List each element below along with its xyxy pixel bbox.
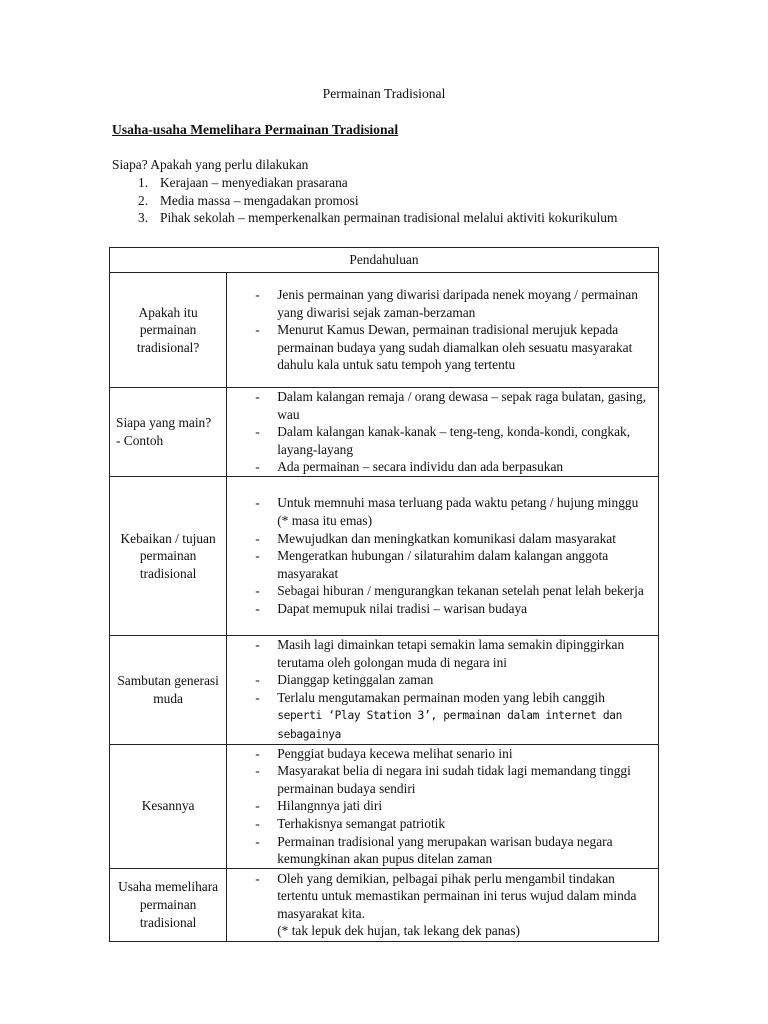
bullet-text: Masih lagi dimainkan tetapi semakin lama semakin dipinggirkan terutama oleh golongan muda di negara ini [277, 637, 625, 670]
table-row [110, 477, 659, 636]
row-content [227, 477, 659, 636]
dash-marker: - [255, 389, 260, 405]
bullet-list [227, 636, 658, 744]
dash-marker: - [255, 815, 260, 831]
table-row [110, 868, 659, 941]
list-number: 3. [138, 210, 149, 225]
bullet-item [227, 494, 658, 512]
bullet-text: Ada permainan – secara individu dan ada berpasukan [277, 459, 564, 475]
bullet-item [227, 600, 658, 618]
row-content [227, 273, 659, 388]
row-label: Apakah itu permainan tradisional? [110, 273, 227, 388]
row-content [227, 744, 659, 868]
question-line: Siapa? Apakah yang perlu dilakukan [112, 157, 309, 172]
list-item [138, 209, 617, 227]
bullet-list [227, 745, 658, 868]
dash-marker: - [255, 689, 260, 705]
bullet-text: Dalam kalangan remaja / orang dewasa – sepak raga bulatan, gasing, wau [277, 389, 647, 422]
bullet-list [227, 870, 658, 940]
row-label [110, 388, 227, 477]
bullet-item [227, 689, 658, 744]
bullet-item [227, 870, 658, 923]
bullet-text: Penggiat budaya kecewa melihat senario ini [277, 745, 513, 761]
bullet-list [227, 494, 658, 617]
list-item [138, 174, 617, 192]
row-content [227, 868, 659, 941]
row-content [227, 388, 659, 477]
bullet-text: Mewujudkan dan meningkatkan komunikasi dalam masyarakat [277, 530, 616, 546]
list-text: Kerajaan – menyediakan prasarana [160, 175, 348, 190]
dash-marker: - [255, 459, 260, 475]
row-content [227, 636, 659, 745]
bullet-item [227, 530, 658, 548]
row-label-line: Siapa yang main? [116, 415, 212, 431]
row-label: Kebaikan / tujuan permainan tradisional [110, 477, 227, 636]
bullet-text: Terhakisnya semangat patriotik [277, 815, 446, 831]
bullet-text: Permainan tradisional yang merupakan warisan budaya negara kemungkinan akan pupus ditelan zaman [277, 833, 613, 867]
table-row [110, 636, 659, 745]
dash-marker: - [255, 745, 260, 761]
bullet-item [227, 762, 658, 797]
bullet-item [227, 388, 658, 423]
row-label: Kesannya [110, 744, 227, 868]
list-item [138, 192, 617, 210]
page-title: Permainan Tradisional [322, 86, 446, 101]
bullet-item [227, 423, 658, 458]
row-label: Usaha memelihara permainan tradisional [110, 868, 227, 941]
dash-marker: - [255, 530, 260, 546]
bullet-list [227, 286, 658, 374]
dash-marker: - [255, 583, 260, 599]
dash-marker: - [255, 763, 260, 779]
bullet-note: (* masa itu emas) [277, 513, 373, 529]
bullet-item [227, 458, 658, 476]
bullet-item [227, 671, 658, 689]
numbered-list [138, 174, 617, 227]
row-label-line: - Contoh [116, 433, 164, 448]
bullet-item [227, 745, 658, 763]
list-text: Pihak sekolah – memperkenalkan permainan tradisional melalui aktiviti kokurikulum [160, 210, 618, 225]
bullet-text: Menurut Kamus Dewan, permainan tradisional merujuk kepada permainan budaya yang sudah diamalkan oleh sesuatu masyarakat dahulu kala untuk satu tempoh yang tertentu [277, 322, 633, 373]
table-row [110, 388, 659, 477]
bullet-text: Dalam kalangan kanak-kanak – teng-teng, konda-kondi, congkak, layang-layang [277, 424, 631, 457]
bullet-item [227, 797, 658, 815]
bullet-item [227, 286, 658, 321]
dash-marker: - [255, 548, 260, 564]
dash-marker: - [255, 833, 260, 849]
dash-marker: - [255, 287, 260, 303]
bullet-item [227, 815, 658, 833]
dash-marker: - [255, 495, 260, 511]
dash-marker: - [255, 322, 260, 338]
bullet-text: Sebagai hiburan / mengurangkan tekanan setelah penat lelah bekerja [277, 583, 644, 599]
section-heading: Usaha-usaha Memelihara Permainan Tradisional [112, 122, 399, 137]
dash-marker: - [255, 637, 260, 652]
bullet-text: Dianggap ketinggalan zaman [277, 672, 434, 688]
table-header: Pendahuluan [110, 248, 659, 273]
bullet-item [227, 547, 658, 582]
list-number: 1. [138, 175, 149, 190]
bullet-text: Mengeratkan hubungan / silaturahim dalam kalangan anggota masyarakat [277, 548, 609, 581]
bullet-text: Oleh yang demikian, pelbagai pihak perlu mengambil tindakan tertentu untuk memastikan permainan ini terus wujud dalam minda masyarakat kita. [277, 870, 637, 921]
bullet-item [227, 636, 658, 671]
bullet-item [227, 582, 658, 600]
list-text: Media massa – mengadakan promosi [160, 192, 359, 208]
bullet-text-tail: seperti ‘Play Station 3’, permainan dalam internet dan sebagainya [277, 709, 623, 741]
pendahuluan-table [109, 247, 659, 942]
table-header-row [110, 248, 659, 273]
bullet-text: Untuk memnuhi masa terluang pada waktu petang / hujung minggu [277, 495, 639, 511]
bullet-item [227, 321, 658, 374]
bullet-item [227, 833, 658, 868]
bullet-note: (* tak lepuk dek hujan, tak lekang dek panas) [277, 923, 521, 939]
bullet-text: Jenis permainan yang diwarisi daripada nenek moyang / permainan yang diwarisi sejak zaman-berzaman [277, 287, 638, 320]
table-row [110, 744, 659, 868]
dash-marker: - [255, 424, 260, 440]
bullet-text: Dapat memupuk nilai tradisi – warisan budaya [277, 600, 528, 616]
dash-marker: - [255, 870, 260, 886]
row-label: Sambutan generasi muda [110, 636, 227, 745]
dash-marker: - [255, 672, 260, 688]
bullet-text: Masyarakat belia di negara ini sudah tidak lagi memandang tinggi permainan budaya sendiri [277, 763, 631, 796]
bullet-text: Terlalu mengutamakan permainan moden yang lebih canggih [277, 689, 605, 705]
bullet-list [227, 388, 658, 476]
dash-marker: - [255, 600, 260, 616]
bullet-text: Hilangnnya jati diri [277, 798, 383, 814]
table-row [110, 273, 659, 388]
dash-marker: - [255, 798, 260, 814]
list-number: 2. [138, 192, 149, 208]
